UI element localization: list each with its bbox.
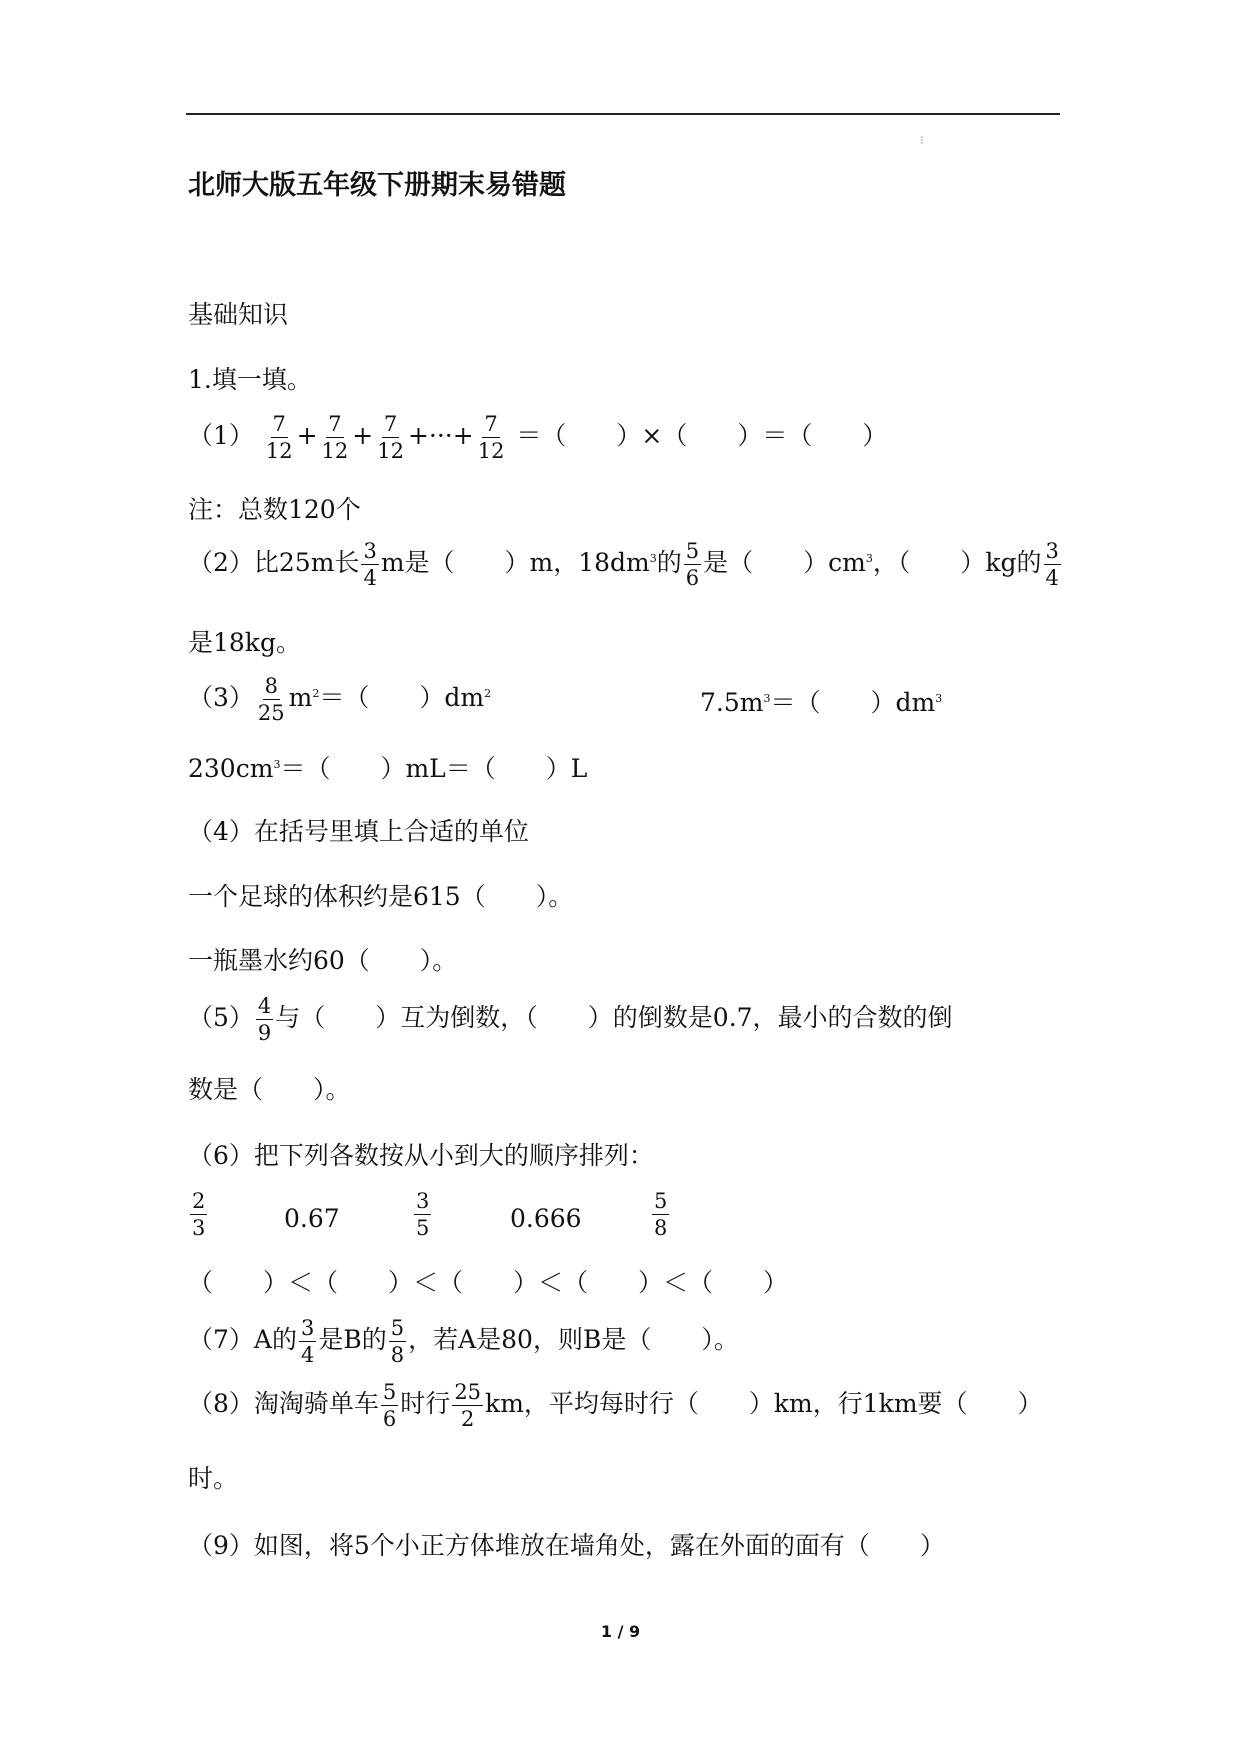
problem-3-line2: $230cm^3=$（ ）mL＝（ ）L [188,754,588,783]
fraction: $\frac{3}{4}$ [363,539,377,591]
fraction: $\frac{5}{6}$ [685,539,700,591]
problem-8: （8）淘淘骑单车 $\frac{5}{6}$ 时行 $\frac{25}{2}$ km，平均每时行（ ）km，行1km要（ ） [188,1380,1043,1432]
fraction: $\frac{3}{4}$ [1045,539,1059,591]
problem-7: （7）A的 $\frac{3}{4}$ 是B的 $\frac{5}{8}$ ，若A是80，则B是（ ）。 [188,1316,739,1368]
fraction-3-5: $\frac{3}{5}$ [416,1189,430,1241]
problem-4-line1: 一个足球的体积约是615（ ）。 [188,882,574,911]
problem-8-line2: 时。 [188,1464,239,1493]
fraction: $\frac{7}{12}$ [477,412,505,464]
question-1-label: 1.填一填。 [188,365,312,394]
fraction: $\frac{5}{6}$ [382,1380,397,1432]
fraction: $\frac{8}{25}$ [257,674,285,726]
value-0-666: 0.666 [510,1204,582,1233]
problem-2-line2: 是18kg。 [188,628,301,657]
problem-5-line2: 数是（ ）。 [188,1075,351,1104]
problem-4-label: （4）在括号里填上合适的单位 [188,817,529,846]
problem-9: （9）如图，将5个小正方体堆放在墙角处，露在外面的面有（ ） [188,1531,945,1560]
problem-6-label: （6）把下列各数按从小到大的顺序排列： [188,1141,654,1170]
header-rule [186,113,1060,115]
problem-1: （1） $\frac{7}{12}$ + $\frac{7}{12}$ + $\frac{7}{12}$ +···+ $\frac{7}{12}$ ＝（ ）×（ ）＝（ ） [188,412,888,464]
problem-6-order: （ ）＜（ ）＜（ ）＜（ ）＜（ ） [188,1268,789,1297]
fraction: $\frac{3}{4}$ [300,1316,315,1368]
problem-4-line2: 一瓶墨水约60（ ）。 [188,946,458,975]
problem-3: （3） $\frac{8}{25}$ $m^2=$（ ）$dm^2$ [188,674,492,726]
problem-2: （2）比25m长 $\frac{3}{4}$ m是（ ）m，$18dm^3$的 $\frac{5}{6}$ 是（ ）$cm^3$，（ ）kg的 $\frac{3}{4}$ [188,539,1059,591]
fraction: $\frac{7}{12}$ [377,412,404,464]
page-number: 1 / 9 [600,1622,641,1641]
note: 注：总数120个 [188,495,361,524]
problem-6-numbers [188,1190,209,1239]
fraction-5-8: $\frac{5}{8}$ [654,1189,668,1241]
fraction: $\frac{25}{2}$ [454,1380,482,1432]
fraction: $\frac{7}{12}$ [321,412,349,464]
fraction: $\frac{7}{12}$ [265,412,293,464]
page-title: 北师大版五年级下册期末易错题 [188,170,566,201]
fraction: $\frac{2}{3}$ [192,1189,206,1241]
header-mark: ⁝ [920,133,924,147]
fraction: $\frac{5}{8}$ [390,1316,405,1368]
problem-5: （5） $\frac{4}{9}$ 与（ ）互为倒数，（ ）的倒数是0.7，最小的合数的倒 [188,994,953,1046]
section-heading: 基础知识 [188,300,289,329]
problem-3-volume: $7.5m^3=$（ ）$dm^3$ [700,688,943,717]
fraction: $\frac{4}{9}$ [257,994,272,1046]
value-0-67: 0.67 [284,1204,340,1233]
